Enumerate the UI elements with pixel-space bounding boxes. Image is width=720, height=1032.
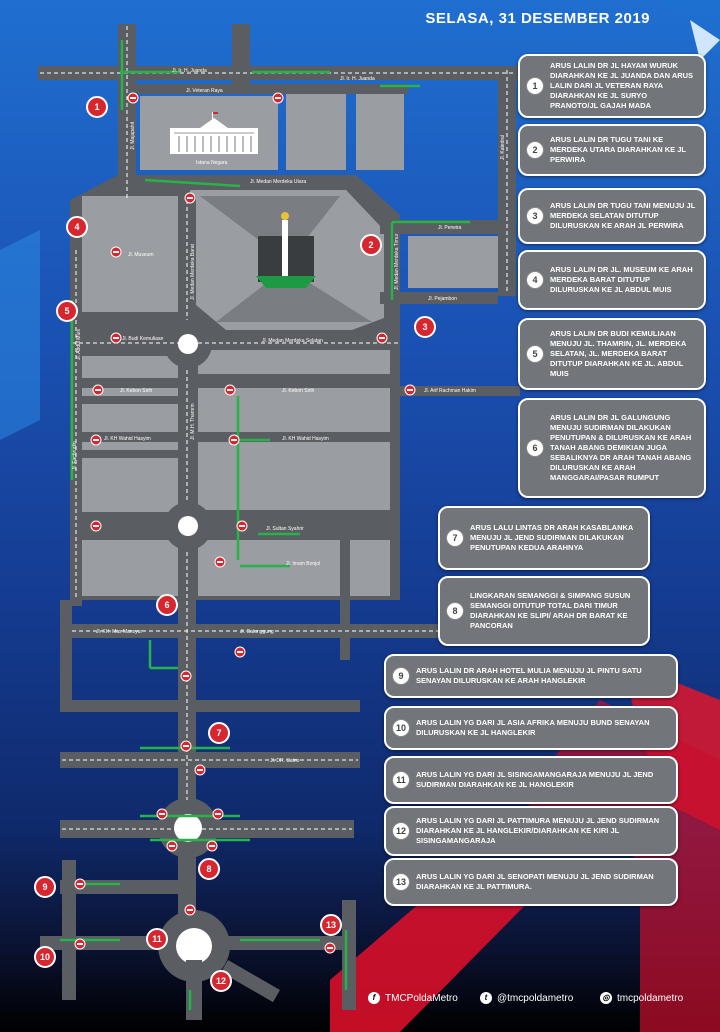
svg-text:Jl. Budi Kemuliaan: Jl. Budi Kemuliaan bbox=[122, 336, 164, 342]
social-footer bbox=[368, 992, 708, 1010]
note-5: 5 ARUS LALIN DR BUDI KEMULIAAN MENUJU JL. THAMRIN, JL. MERDEKA SELATAN, JL. MERDEKA BARAT DITUTUP DIARAHKAN KE JL. ABDUL MUIS bbox=[518, 318, 706, 390]
pin-3[interactable]: 3 bbox=[414, 316, 436, 338]
pin-4[interactable]: 4 bbox=[66, 216, 88, 238]
svg-text:Jl. Katedral: Jl. Katedral bbox=[500, 134, 506, 160]
svg-text:Jl. Museum: Jl. Museum bbox=[128, 252, 154, 258]
note-3: 3 ARUS LALIN DR TUGU TANI MENUJU JL MERDEKA SELATAN DITUTUP DILURUSKAN KE ARAH JL PERWIRA bbox=[518, 188, 706, 244]
istana-label: Istana Negara bbox=[196, 160, 228, 166]
svg-text:Jl. Perwira: Jl. Perwira bbox=[438, 225, 462, 231]
svg-text:Jl. Ir. H. Juanda: Jl. Ir. H. Juanda bbox=[340, 76, 375, 82]
svg-text:Jl. M.H. Thamrin: Jl. M.H. Thamrin bbox=[190, 403, 196, 440]
svg-text:Jl. Sultan Syahrir: Jl. Sultan Syahrir bbox=[266, 526, 304, 532]
svg-text:Jl. KH Wahid Hasyim: Jl. KH Wahid Hasyim bbox=[282, 436, 329, 442]
pin-1[interactable]: 1 bbox=[86, 96, 108, 118]
twitter-icon: t bbox=[480, 992, 492, 1004]
pin-13[interactable]: 13 bbox=[320, 914, 342, 936]
svg-text:Jl. Medan Merdeka Utara: Jl. Medan Merdeka Utara bbox=[250, 179, 307, 185]
note-11: 11 ARUS LALIN YG DARI JL SISINGAMANGARAJA MENUJU JL JEND SUDIRMAN DIARAHKAN KE JL HANGLEKIR bbox=[384, 756, 678, 804]
pin-11[interactable]: 11 bbox=[146, 928, 168, 950]
svg-text:Jl. Medan Merdeka Barat: Jl. Medan Merdeka Barat bbox=[190, 244, 196, 300]
svg-text:Jl. Galunggung: Jl. Galunggung bbox=[240, 629, 274, 635]
note-7: 7 ARUS LALU LINTAS DR ARAH KASABLANKA MENUJU JL JEND SUDIRMAN DILAKUKAN PENUTUPAN KEDUA ARAHNYA bbox=[438, 506, 650, 570]
pin-8[interactable]: 8 bbox=[198, 858, 220, 880]
pin-7[interactable]: 7 bbox=[208, 722, 230, 744]
pin-10[interactable]: 10 bbox=[34, 946, 56, 968]
svg-text:Jl. Kebon Sirih: Jl. Kebon Sirih bbox=[120, 388, 153, 394]
note-6: 6 ARUS LALIN DR JL GALUNGUNG MENUJU SUDIRMAN DILAKUKAN PENUTUPAN & DILURUSKAN KE ARAH TANAH ABANG DEMIKIAN JUGA SEBALIKNYA DR ARAH TANAH ABANG DILURUSKAN KE ARAH MANGGARAI/PASAR RUMPUT bbox=[518, 398, 706, 498]
pin-5[interactable]: 5 bbox=[56, 300, 78, 322]
svg-text:Jl. Majapahit: Jl. Majapahit bbox=[130, 121, 136, 150]
svg-text:Jl. KH. Mas Mansyur: Jl. KH. Mas Mansyur bbox=[96, 629, 143, 635]
svg-text:Jl. Medan Merdeka Timur: Jl. Medan Merdeka Timur bbox=[394, 233, 400, 290]
note-1: 1 ARUS LALIN DR JL HAYAM WURUK DIARAHKAN KE JL JUANDA DAN ARUS LALIN DARI JL VETERAN RAYA DIARAHKAN KE JL SURYO PRANOTO/JL GAJAH MADA bbox=[518, 54, 706, 118]
svg-text:Jl. KH Wahid Hasyim: Jl. KH Wahid Hasyim bbox=[104, 436, 151, 442]
svg-text:Jl. Medan Merdeka Selatan: Jl. Medan Merdeka Selatan bbox=[262, 338, 323, 344]
pin-2[interactable]: 2 bbox=[360, 234, 382, 256]
svg-text:Jl. Veteran Raya: Jl. Veteran Raya bbox=[186, 88, 223, 94]
note-10: 10 ARUS LALIN YG DARI JL ASIA AFRIKA MENUJU BUND SENAYAN DILURUSKAN KE JL HANGLEKIR bbox=[384, 706, 678, 750]
pin-12[interactable]: 12 bbox=[210, 970, 232, 992]
svg-text:Jl. Pejambon: Jl. Pejambon bbox=[428, 296, 457, 302]
note-4: 4 ARUS LALIN DR JL. MUSEUM KE ARAH MERDEKA BARAT DITUTUP DILURUSKAN KE JL ABDUL MUIS bbox=[518, 250, 706, 310]
svg-text:Jl. Kebon Sirih: Jl. Kebon Sirih bbox=[282, 388, 315, 394]
note-12: 12 ARUS LALIN YG DARI JL PATTIMURA MENUJU JL JEND SUDIRMAN DIARAHKAN KE JL HANGLEKIR/DIARAHKAN KE KIRI JL SISINGAMANGARAJA bbox=[384, 806, 678, 856]
svg-text:Jl. Fachrudin: Jl. Fachrudin bbox=[72, 441, 78, 470]
note-9: 9 ARUS LALIN DR ARAH HOTEL MULIA MENUJU JL PINTU SATU SENAYAN DILURUSKAN KE ARAH HANGLEKIR bbox=[384, 654, 678, 698]
road-veteran bbox=[118, 84, 408, 94]
facebook-icon: f bbox=[368, 992, 380, 1004]
pin-6[interactable]: 6 bbox=[156, 594, 178, 616]
pin-9[interactable]: 9 bbox=[34, 876, 56, 898]
note-2: 2 ARUS LALIN DR TUGU TANI KE MERDEKA UTARA DIARAHKAN KE JL PERWIRA bbox=[518, 124, 706, 176]
instagram-link[interactable]: ◎ tmcpoldametro bbox=[600, 992, 683, 1004]
note-13: 13 ARUS LALIN YG DARI JL SENOPATI MENUJU JL JEND SUDIRMAN DIARAHKAN KE JL PATTIMURA. bbox=[384, 858, 678, 906]
svg-text:Jl. Abdul Muis: Jl. Abdul Muis bbox=[76, 329, 82, 360]
twitter-link[interactable]: t @tmcpoldametro bbox=[480, 992, 573, 1004]
svg-text:Jl. Arif Rachman Hakim: Jl. Arif Rachman Hakim bbox=[424, 388, 476, 394]
facebook-link[interactable]: f TMCPoldaMetro bbox=[368, 992, 458, 1004]
note-8: 8 LINGKARAN SEMANGGI & SIMPANG SUSUN SEMANGGI DITUTUP TOTAL DARI TIMUR DIARAHKAN KE SLIPI/ ARAH DR BARAT KE PANCORAN bbox=[438, 576, 650, 646]
date-header: SELASA, 31 DESEMBER 2019 bbox=[425, 10, 650, 27]
svg-text:Jl. DR. Satrio: Jl. DR. Satrio bbox=[270, 758, 300, 764]
svg-text:Jl. Imam Bonjol: Jl. Imam Bonjol bbox=[286, 561, 321, 567]
instagram-icon: ◎ bbox=[600, 992, 612, 1004]
svg-text:Jl. Ir. H. Juanda: Jl. Ir. H. Juanda bbox=[172, 68, 207, 74]
